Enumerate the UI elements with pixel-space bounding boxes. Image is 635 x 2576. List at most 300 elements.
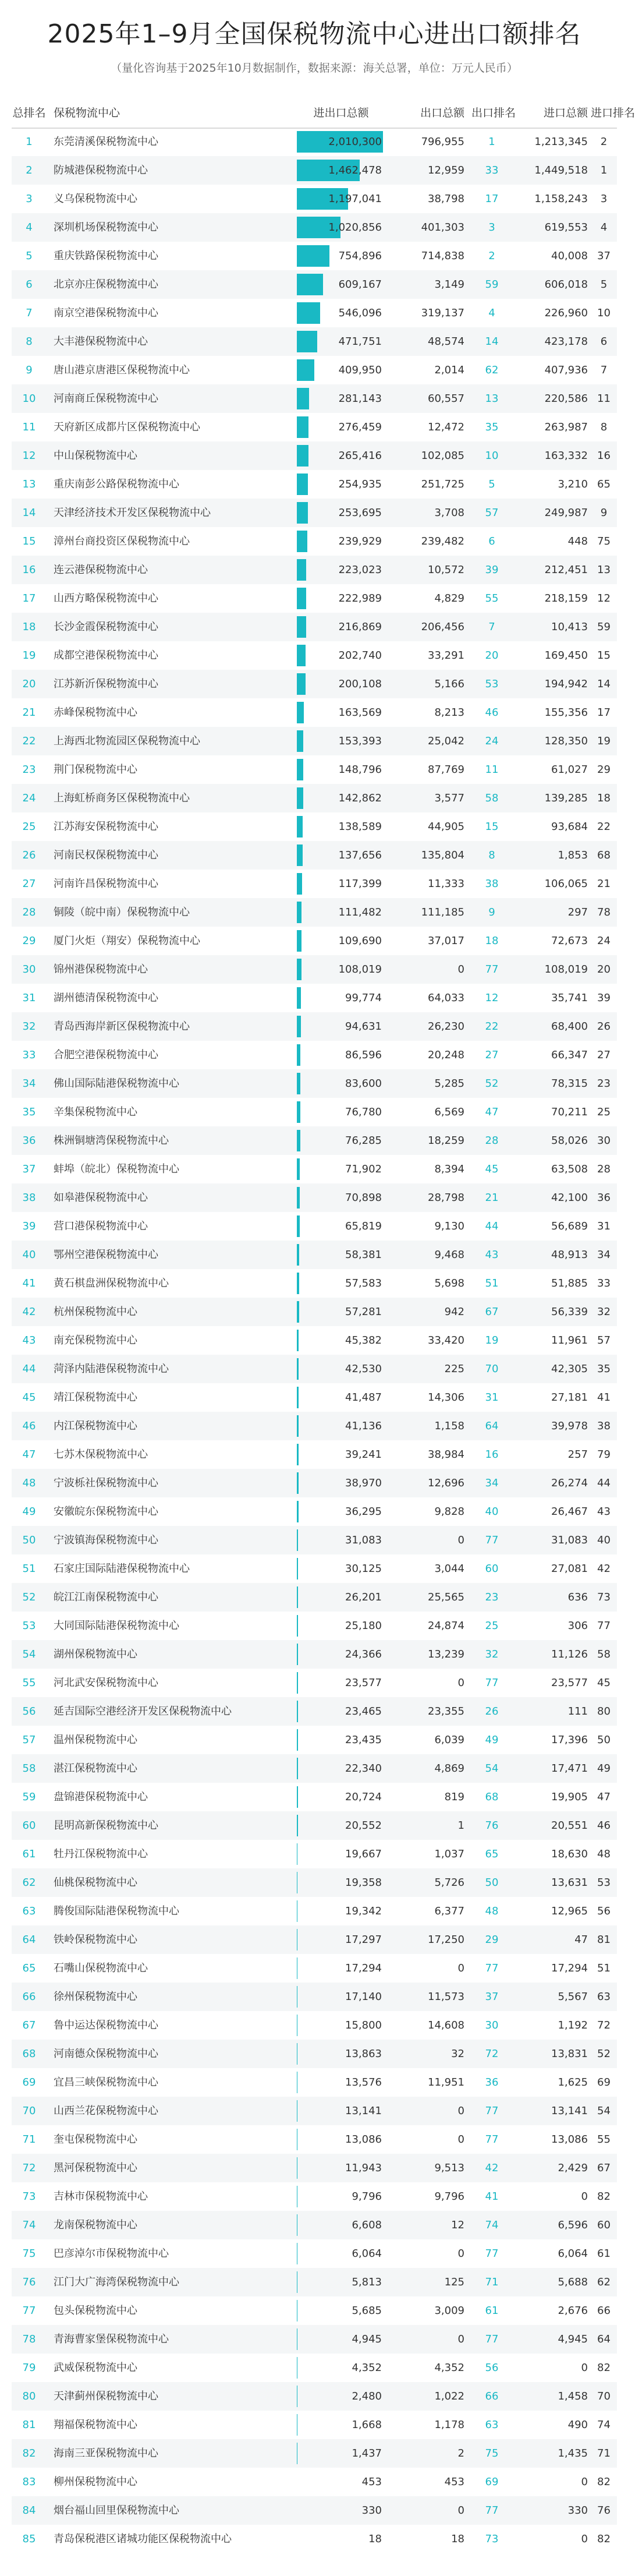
table-row	[12, 584, 617, 613]
total-bar	[297, 873, 302, 895]
center-name-cell: 河南商丘保税物流中心	[54, 393, 158, 405]
total-value: 83,600	[345, 1077, 382, 1090]
total-value: 17,294	[345, 1962, 382, 1974]
export-rank-cell: 29	[485, 1934, 499, 1946]
total-cell	[297, 870, 385, 898]
export-rank-cell: 77	[485, 963, 499, 976]
rank-cell: 32	[22, 1020, 36, 1033]
import-rank-cell: 12	[597, 592, 611, 605]
total-value: 754,896	[338, 250, 382, 262]
export-rank-cell: 69	[485, 2476, 499, 2488]
center-name-cell: 山西方略保税物流中心	[54, 592, 158, 605]
total-bar	[297, 1387, 299, 1408]
total-value: 5,813	[352, 2276, 382, 2288]
import-cell: 42,305	[551, 1363, 588, 1375]
export-cell: 33,420	[428, 1334, 464, 1347]
table-row	[12, 2182, 617, 2211]
export-rank-cell: 50	[485, 1877, 499, 1889]
table-row	[12, 1554, 617, 1583]
total-bar	[297, 645, 306, 666]
table-row	[12, 841, 617, 870]
export-cell: 2,014	[434, 364, 464, 376]
table-row	[12, 1069, 617, 1098]
total-bar	[297, 559, 306, 581]
export-cell: 9,828	[434, 1506, 464, 1518]
center-name-cell: 湖州保税物流中心	[54, 1648, 137, 1660]
total-value: 13,086	[345, 2133, 382, 2146]
export-rank-cell: 52	[485, 1077, 499, 1090]
rank-cell: 72	[22, 2162, 36, 2174]
total-bar	[297, 1073, 300, 1094]
rank-cell: 34	[22, 1077, 36, 1090]
total-cell	[297, 2068, 385, 2097]
rank-cell: 43	[22, 1334, 36, 1347]
center-name-cell: 漳州台商投资区保税物流中心	[54, 535, 190, 547]
export-cell: 25,565	[428, 1591, 464, 1603]
total-bar	[297, 1244, 299, 1266]
total-value: 30,125	[345, 1563, 382, 1575]
total-bar	[297, 1472, 299, 1494]
total-cell	[297, 1925, 385, 1954]
rank-cell: 27	[22, 878, 36, 890]
center-name-cell: 山西兰花保税物流中心	[54, 2105, 158, 2117]
total-value: 281,143	[338, 393, 382, 405]
table-row	[12, 2040, 617, 2068]
table-row	[12, 2011, 617, 2040]
export-cell: 9,468	[434, 1249, 464, 1261]
export-rank-cell: 63	[485, 2419, 499, 2431]
total-cell	[297, 556, 385, 584]
total-bar	[297, 702, 304, 723]
export-rank-cell: 67	[485, 1306, 499, 1318]
center-name-cell: 天府新区成都片区保税物流中心	[54, 421, 200, 433]
export-rank-cell: 8	[488, 849, 495, 861]
import-rank-cell: 14	[597, 678, 611, 690]
import-rank-cell: 32	[597, 1306, 611, 1318]
total-value: 1,020,856	[328, 221, 382, 234]
total-bar	[297, 245, 329, 267]
total-cell	[297, 2382, 385, 2411]
center-name-cell: 昆明高新保税物流中心	[54, 1819, 158, 1832]
total-cell	[297, 185, 385, 213]
export-rank-cell: 10	[485, 450, 499, 462]
import-rank-cell: 50	[597, 1734, 611, 1746]
rank-cell: 39	[22, 1220, 36, 1232]
table-row	[12, 2239, 617, 2268]
table-row	[12, 1526, 617, 1554]
import-cell: 448	[567, 535, 588, 547]
rank-cell: 67	[22, 2019, 36, 2031]
total-value: 57,583	[345, 1277, 382, 1289]
rank-cell: 36	[22, 1135, 36, 1147]
center-name-cell: 江门大广海湾保税物流中心	[54, 2276, 179, 2288]
export-rank-cell: 76	[485, 1819, 499, 1832]
import-rank-cell: 75	[597, 535, 611, 547]
import-rank-cell: 6	[600, 335, 608, 348]
total-cell	[297, 698, 385, 727]
total-cell	[297, 242, 385, 270]
center-name-cell: 徐州保税物流中心	[54, 1991, 137, 2003]
total-value: 13,576	[345, 2076, 382, 2089]
export-rank-cell: 56	[485, 2362, 499, 2374]
export-cell: 64,033	[428, 992, 464, 1004]
table-row	[12, 527, 617, 556]
center-name-cell: 合肥空港保税物流中心	[54, 1049, 158, 1061]
rank-cell: 50	[22, 1534, 36, 1546]
table-row	[12, 1241, 617, 1269]
import-cell: 111	[567, 1705, 588, 1718]
export-rank-cell: 19	[485, 1334, 499, 1347]
import-cell: 13,086	[551, 2133, 588, 2146]
export-cell: 25,042	[428, 735, 464, 747]
export-rank-cell: 33	[485, 164, 499, 176]
import-cell: 220,586	[544, 393, 588, 405]
import-rank-cell: 49	[597, 1762, 611, 1775]
import-cell: 163,332	[544, 450, 588, 462]
center-name-cell: 湛江保税物流中心	[54, 1762, 137, 1775]
rank-cell: 31	[22, 992, 36, 1004]
table-row	[12, 242, 617, 270]
total-value: 153,393	[338, 735, 382, 747]
import-cell: 2,429	[558, 2162, 588, 2174]
export-cell: 14,608	[428, 2019, 464, 2031]
total-value: 117,399	[338, 878, 382, 890]
total-cell	[297, 1469, 385, 1497]
total-bar	[297, 1044, 300, 1066]
table-row	[12, 1983, 617, 2011]
table-row	[12, 1012, 617, 1041]
export-rank-cell: 77	[485, 2105, 499, 2117]
import-rank-cell: 17	[597, 706, 611, 719]
export-rank-cell: 66	[485, 2390, 499, 2402]
total-cell	[297, 1497, 385, 1526]
export-rank-cell: 35	[485, 421, 499, 433]
total-cell	[297, 1069, 385, 1098]
center-name-cell: 江苏海安保税物流中心	[54, 821, 158, 833]
total-bar	[297, 787, 303, 809]
import-cell: 1,192	[558, 2019, 588, 2031]
rank-cell: 61	[22, 1848, 36, 1860]
export-cell: 37,017	[428, 935, 464, 947]
export-rank-cell: 2	[488, 250, 495, 262]
import-rank-cell: 60	[597, 2219, 611, 2231]
import-rank-cell: 16	[597, 450, 611, 462]
import-rank-cell: 82	[597, 2533, 611, 2545]
export-cell: 18	[451, 2533, 464, 2545]
export-rank-cell: 23	[485, 1591, 499, 1603]
total-bar	[297, 1644, 298, 1665]
export-cell: 453	[444, 2476, 464, 2488]
total-value: 18	[368, 2533, 382, 2545]
import-rank-cell: 47	[597, 1791, 611, 1803]
import-rank-cell: 18	[597, 792, 611, 804]
table-row	[12, 1669, 617, 1697]
export-cell: 8,213	[434, 706, 464, 719]
export-cell: 714,838	[421, 250, 464, 262]
export-cell: 135,804	[421, 849, 464, 861]
export-cell: 0	[457, 963, 464, 976]
rank-cell: 42	[22, 1306, 36, 1318]
total-cell	[297, 128, 385, 156]
import-cell: 66,347	[551, 1049, 588, 1061]
export-cell: 6,569	[434, 1106, 464, 1118]
table-row	[12, 1868, 617, 1897]
export-cell: 3,044	[434, 1563, 464, 1575]
center-name-cell: 宁波镇海保税物流中心	[54, 1534, 158, 1546]
total-value: 6,608	[352, 2219, 382, 2231]
import-cell: 636	[567, 1591, 588, 1603]
total-value: 19,358	[345, 1877, 382, 1889]
total-bar	[297, 1330, 299, 1351]
import-cell: 13,831	[551, 2048, 588, 2060]
rank-cell: 6	[26, 278, 33, 291]
rank-cell: 53	[22, 1620, 36, 1632]
rank-cell: 77	[22, 2305, 36, 2317]
center-name-cell: 东莞清溪保税物流中心	[54, 136, 158, 148]
import-cell: 606,018	[544, 278, 588, 291]
import-rank-cell: 30	[597, 1135, 611, 1147]
center-name-cell: 腾俊国际陆港保税物流中心	[54, 1905, 179, 1917]
import-cell: 19,905	[551, 1791, 588, 1803]
total-bar	[297, 531, 307, 552]
table-row	[12, 156, 617, 185]
total-cell	[297, 2325, 385, 2354]
import-cell: 23,577	[551, 1677, 588, 1689]
center-name-cell: 铜陵（皖中南）保税物流中心	[54, 906, 190, 918]
total-value: 23,577	[345, 1677, 382, 1689]
total-cell	[297, 1811, 385, 1840]
total-cell	[297, 812, 385, 841]
export-rank-cell: 11	[485, 764, 499, 776]
export-cell: 9,513	[434, 2162, 464, 2174]
total-cell	[297, 156, 385, 185]
total-cell	[297, 1897, 385, 1925]
table-row	[12, 270, 617, 299]
total-cell	[297, 2411, 385, 2439]
center-name-cell: 北京亦庄保税物流中心	[54, 278, 158, 291]
rank-cell: 13	[22, 478, 36, 490]
import-rank-cell: 24	[597, 935, 611, 947]
export-cell: 319,137	[421, 307, 464, 319]
total-bar	[297, 730, 303, 752]
total-cell	[297, 1155, 385, 1183]
export-rank-cell: 47	[485, 1106, 499, 1118]
rank-cell: 22	[22, 735, 36, 747]
rank-cell: 4	[26, 221, 33, 234]
total-cell	[297, 927, 385, 955]
total-cell	[297, 1640, 385, 1669]
header-export: 出口总额	[420, 107, 464, 119]
export-rank-cell: 59	[485, 278, 499, 291]
rank-cell: 71	[22, 2133, 36, 2146]
table-row	[12, 2211, 617, 2239]
table-row	[12, 441, 617, 470]
center-name-cell: 铁岭保税物流中心	[54, 1934, 137, 1946]
center-name-cell: 连云港保税物流中心	[54, 564, 148, 576]
table-row	[12, 2325, 617, 2354]
center-name-cell: 如皋港保税物流中心	[54, 1192, 148, 1204]
rank-cell: 68	[22, 2048, 36, 2060]
table-row	[12, 1041, 617, 1069]
center-name-cell: 七苏木保税物流中心	[54, 1448, 148, 1461]
rank-cell: 8	[26, 335, 33, 348]
total-bar	[297, 1786, 298, 1808]
export-cell: 38,984	[428, 1448, 464, 1461]
total-cell	[297, 2496, 385, 2525]
center-name-cell: 靖江保税物流中心	[54, 1391, 137, 1404]
table-row	[12, 1612, 617, 1640]
export-rank-cell: 43	[485, 1249, 499, 1261]
rank-cell: 17	[22, 592, 36, 605]
import-rank-cell: 48	[597, 1848, 611, 1860]
total-cell	[297, 984, 385, 1012]
table-row	[12, 2068, 617, 2097]
export-cell: 11,573	[428, 1991, 464, 2003]
center-name-cell: 青岛西海岸新区保税物流中心	[54, 1020, 190, 1033]
total-cell	[297, 1298, 385, 1326]
center-name-cell: 江苏新沂保税物流中心	[54, 678, 158, 690]
total-bar	[297, 1701, 298, 1722]
total-cell	[297, 270, 385, 299]
export-cell: 3,009	[434, 2305, 464, 2317]
total-cell	[297, 1697, 385, 1726]
export-cell: 5,726	[434, 1877, 464, 1889]
import-cell: 13,141	[551, 2105, 588, 2117]
center-name-cell: 大同国际陆港保税物流中心	[54, 1620, 179, 1632]
import-cell: 4,945	[558, 2333, 588, 2345]
total-bar	[297, 1158, 300, 1180]
center-name-cell: 烟台福山回里保税物流中心	[54, 2504, 179, 2517]
total-cell	[297, 2211, 385, 2239]
rank-cell: 55	[22, 1677, 36, 1689]
export-cell: 6,039	[434, 1734, 464, 1746]
total-cell	[297, 2097, 385, 2125]
table-row	[12, 870, 617, 898]
import-rank-cell: 1	[600, 164, 608, 176]
center-name-cell: 青岛保税港区诸城功能区保税物流中心	[54, 2533, 232, 2545]
export-cell: 33,291	[428, 649, 464, 662]
table-row	[12, 898, 617, 927]
table-row	[12, 1212, 617, 1241]
export-cell: 4,869	[434, 1762, 464, 1775]
total-bar	[297, 759, 303, 780]
center-name-cell: 赤峰保税物流中心	[54, 706, 137, 719]
total-cell	[297, 2468, 385, 2496]
total-cell	[297, 1554, 385, 1583]
rank-cell: 58	[22, 1762, 36, 1775]
import-rank-cell: 71	[597, 2447, 611, 2460]
total-cell	[297, 1041, 385, 1069]
import-cell: 212,451	[544, 564, 588, 576]
total-cell	[297, 1126, 385, 1155]
total-bar	[297, 816, 303, 838]
center-name-cell: 重庆南彭公路保税物流中心	[54, 478, 179, 490]
total-value: 253,695	[338, 507, 382, 519]
import-cell: 20,551	[551, 1819, 588, 1832]
center-name-cell: 龙南保税物流中心	[54, 2219, 137, 2231]
import-cell: 1,158,243	[534, 193, 588, 205]
table-row	[12, 1811, 617, 1840]
total-value: 9,796	[352, 2190, 382, 2203]
header-import-rank: 进口排名	[591, 107, 635, 119]
export-rank-cell: 54	[485, 1762, 499, 1775]
total-cell	[297, 1612, 385, 1640]
export-rank-cell: 18	[485, 935, 499, 947]
total-cell	[297, 1212, 385, 1241]
rank-cell: 66	[22, 1991, 36, 2003]
center-name-cell: 吉林市保税物流中心	[54, 2190, 148, 2203]
rank-cell: 46	[22, 1420, 36, 1432]
import-rank-cell: 77	[597, 1620, 611, 1632]
import-rank-cell: 68	[597, 849, 611, 861]
import-rank-cell: 3	[600, 193, 608, 205]
table-row	[12, 1326, 617, 1355]
import-rank-cell: 10	[597, 307, 611, 319]
total-bar	[297, 844, 303, 866]
total-bar	[297, 388, 309, 409]
import-cell: 490	[567, 2419, 588, 2431]
table-row	[12, 1383, 617, 1412]
table-row	[12, 2468, 617, 2496]
center-name-cell: 锦州港保税物流中心	[54, 963, 148, 976]
center-name-cell: 河北武安保税物流中心	[54, 1677, 158, 1689]
total-cell	[297, 670, 385, 698]
center-name-cell: 巴彦淖尔市保税物流中心	[54, 2248, 169, 2260]
export-rank-cell: 14	[485, 335, 499, 348]
total-cell	[297, 1012, 385, 1041]
center-name-cell: 天津经济技术开发区保税物流中心	[54, 507, 211, 519]
total-value: 1,197,041	[328, 193, 382, 205]
export-cell: 10,572	[428, 564, 464, 576]
center-name-cell: 唐山港京唐港区保税物流中心	[54, 364, 190, 376]
export-rank-cell: 32	[485, 1648, 499, 1660]
export-cell: 0	[457, 2504, 464, 2517]
center-name-cell: 上海虹桥商务区保税物流中心	[54, 792, 190, 804]
total-value: 86,596	[345, 1049, 382, 1061]
total-cell	[297, 2296, 385, 2325]
table-row	[12, 698, 617, 727]
export-cell: 0	[457, 2248, 464, 2260]
total-value: 163,569	[338, 706, 382, 719]
total-value: 20,724	[345, 1791, 382, 1803]
total-value: 71,902	[345, 1163, 382, 1175]
import-cell: 306	[567, 1620, 588, 1632]
total-cell	[297, 1583, 385, 1612]
export-rank-cell: 64	[485, 1420, 499, 1432]
import-rank-cell: 55	[597, 2133, 611, 2146]
table-row	[12, 1754, 617, 1783]
import-cell: 1,213,345	[534, 136, 588, 148]
total-value: 142,862	[338, 792, 382, 804]
rank-cell: 19	[22, 649, 36, 662]
table-row	[12, 1640, 617, 1669]
export-cell: 0	[457, 2133, 464, 2146]
import-cell: 40,008	[551, 250, 588, 262]
export-cell: 5,285	[434, 1077, 464, 1090]
import-cell: 26,467	[551, 1506, 588, 1518]
center-name-cell: 延吉国际空港经济开发区保税物流中心	[54, 1705, 232, 1718]
export-rank-cell: 5	[488, 478, 495, 490]
center-name-cell: 深圳机场保税物流中心	[54, 221, 158, 234]
import-rank-cell: 66	[597, 2305, 611, 2317]
import-cell: 3,210	[558, 478, 588, 490]
total-value: 108,019	[338, 963, 382, 976]
export-rank-cell: 34	[485, 1477, 499, 1489]
total-cell	[297, 413, 385, 441]
export-rank-cell: 40	[485, 1506, 499, 1518]
table-row	[12, 812, 617, 841]
table-row	[12, 2525, 617, 2553]
